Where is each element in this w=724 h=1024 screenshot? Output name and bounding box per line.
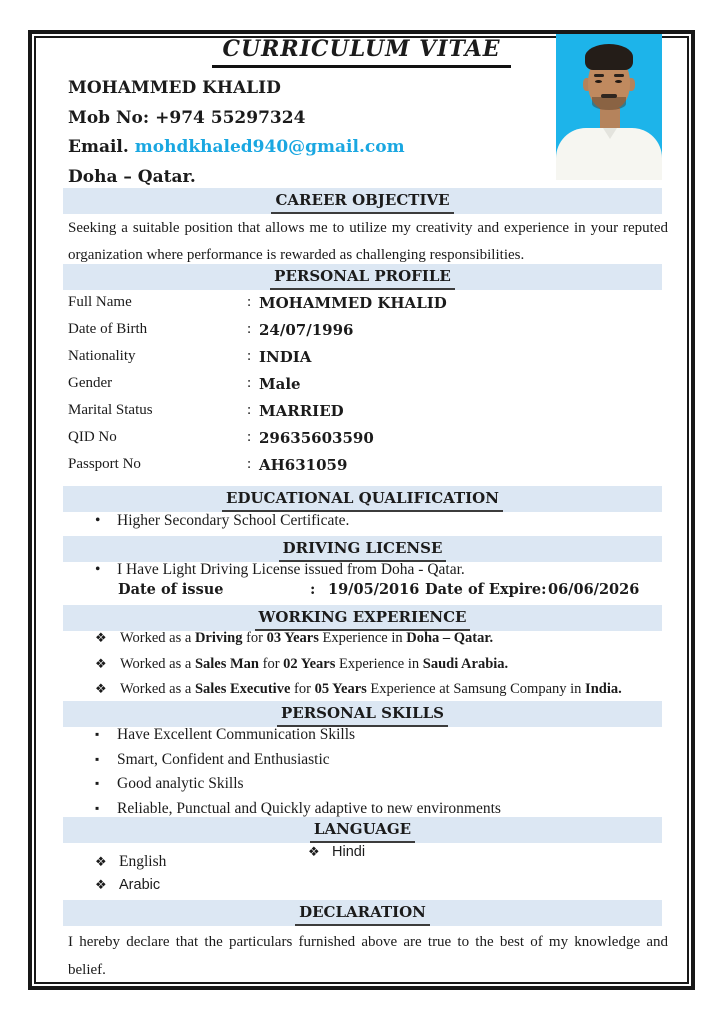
candidate-name: MOHAMMED KHALID <box>68 78 281 98</box>
language-text: Hindi <box>332 844 366 860</box>
profile-separator: : <box>247 429 252 445</box>
personal-skills-heading: PERSONAL SKILLS <box>277 701 448 727</box>
email-label: Email. <box>68 137 129 157</box>
date-of-issue-value: 19/05/2016 <box>328 581 420 598</box>
driving-license-item <box>95 561 465 579</box>
language-item-english <box>95 853 166 871</box>
experience-text: Worked as a <box>120 630 195 646</box>
photo-figure <box>594 74 604 77</box>
declaration-text: I hereby declare that the particulars furnished above are true to the best of my knowledge and belief. <box>68 934 668 978</box>
driving-license-dates-row <box>118 581 658 603</box>
skill-item <box>95 775 655 800</box>
photo-figure <box>595 80 602 83</box>
square-bullet-icon: ▪ <box>95 800 100 815</box>
experience-role: Sales Man <box>194 655 259 672</box>
experience-item <box>95 630 667 656</box>
diamond-bullet-icon: ❖ <box>308 844 320 859</box>
profile-label: Marital Status <box>68 402 153 418</box>
experience-text: for <box>290 681 315 698</box>
experience-years: 02 Years <box>283 655 336 672</box>
profile-separator: : <box>247 294 252 310</box>
experience-text: Experience in <box>318 630 407 646</box>
profile-value: INDIA <box>259 348 312 366</box>
language-text: Arabic <box>119 877 161 893</box>
profile-separator: : <box>247 456 252 472</box>
language-item-arabic <box>95 877 160 893</box>
experience-text: Worked as a <box>120 681 195 698</box>
experience-text: Worked as a <box>120 655 195 672</box>
page-title: CURRICULUM VITAE <box>212 36 510 68</box>
date-of-expire-value: 06/06/2026 <box>548 581 640 598</box>
skill-text: Good analytic Skills <box>117 775 244 793</box>
section-header-declaration <box>63 900 662 926</box>
dot-bullet-icon: • <box>95 561 101 578</box>
personal-profile-table <box>68 294 628 483</box>
experience-years: 03 Years <box>266 630 319 646</box>
career-objective-heading: CAREER OBJECTIVE <box>271 188 453 214</box>
personal-skills-list <box>95 726 655 824</box>
profile-row-nationality <box>68 348 628 375</box>
square-bullet-icon: ▪ <box>95 727 100 741</box>
date-of-issue-label: Date of issue <box>118 581 224 598</box>
experience-item <box>95 656 667 682</box>
diamond-bullet-icon: ❖ <box>95 681 107 697</box>
photo-collar <box>603 128 617 139</box>
profile-value: MARRIED <box>259 402 344 420</box>
profile-separator: : <box>247 375 252 391</box>
date-of-expire-label: Date of Expire: <box>425 581 547 598</box>
education-item <box>95 512 349 530</box>
experience-role: Sales Executive <box>194 681 291 698</box>
section-header-personal-profile <box>63 264 662 290</box>
mobile-label: Mob No: <box>68 107 150 128</box>
profile-value: 24/07/1996 <box>259 321 354 339</box>
profile-label: Gender <box>68 375 113 391</box>
profile-value: Male <box>259 375 301 393</box>
section-header-education <box>63 486 662 512</box>
profile-row-full-name <box>68 294 628 321</box>
square-bullet-icon: ▪ <box>95 776 100 791</box>
mobile-line <box>68 104 405 134</box>
photo-figure <box>615 80 622 83</box>
experience-text: for <box>242 630 267 646</box>
declaration-heading: DECLARATION <box>295 900 430 926</box>
experience-text: Experience in <box>335 655 423 672</box>
experience-text: for <box>258 655 284 672</box>
skill-item <box>95 726 655 751</box>
profile-row-qid-no <box>68 429 628 456</box>
profile-row-date-of-birth <box>68 321 628 348</box>
dot-bullet-icon: • <box>95 512 101 529</box>
education-item-text: Higher Secondary School Certificate. <box>117 512 350 529</box>
section-header-career-objective <box>63 188 662 214</box>
profile-separator: : <box>247 321 252 337</box>
career-objective-text: Seeking a suitable position that allows me to utilize my creativity and experience in your reputed organization where performance is rewarded as challenging responsibilities. <box>68 220 668 263</box>
profile-separator: : <box>247 348 252 364</box>
email-line <box>68 133 405 163</box>
date-colon: : <box>310 581 316 598</box>
experience-text: Experience at Samsung Company in <box>366 681 586 698</box>
profile-label: Date of Birth <box>68 321 148 337</box>
profile-label: Full Name <box>68 294 132 310</box>
skill-text: Smart, Confident and Enthusiastic <box>117 750 330 768</box>
profile-photo <box>556 34 662 180</box>
experience-years: 05 Years <box>314 681 367 698</box>
email-link[interactable]: mohdkhaled940@gmail.com <box>134 137 405 157</box>
language-item-hindi <box>308 844 365 860</box>
square-bullet-icon: ▪ <box>95 751 100 766</box>
education-heading: EDUCATIONAL QUALIFICATION <box>222 486 503 512</box>
profile-label: QID No <box>68 429 117 445</box>
photo-figure <box>614 74 624 77</box>
contact-block <box>68 74 405 192</box>
photo-hair <box>585 44 633 70</box>
working-experience-heading: WORKING EXPERIENCE <box>255 605 471 631</box>
skill-item <box>95 751 655 776</box>
location-line: Doha – Qatar. <box>68 166 196 187</box>
diamond-bullet-icon: ❖ <box>95 655 107 671</box>
profile-label: Passport No <box>68 456 141 472</box>
driving-license-item-text: I Have Light Driving License issued from Doha - Qatar. <box>117 561 465 578</box>
diamond-bullet-icon: ❖ <box>95 630 107 645</box>
section-header-language <box>63 817 662 843</box>
section-header-personal-skills <box>63 701 662 727</box>
section-header-working-experience <box>63 605 662 631</box>
diamond-bullet-icon: ❖ <box>95 854 107 869</box>
language-list <box>95 844 615 904</box>
profile-value: MOHAMMED KHALID <box>259 294 447 312</box>
skill-text: Reliable, Punctual and Quickly adaptive to new environments <box>117 799 501 817</box>
mobile-number: +974 55297324 <box>155 107 306 128</box>
diamond-bullet-icon: ❖ <box>95 877 107 892</box>
experience-role: Driving <box>194 630 243 646</box>
section-header-driving-license <box>63 536 662 562</box>
experience-place: Saudi Arabia. <box>422 655 509 672</box>
skill-text: Have Excellent Communication Skills <box>117 726 356 743</box>
working-experience-list <box>95 630 667 707</box>
profile-label: Nationality <box>68 348 136 364</box>
experience-place: India. <box>585 681 622 698</box>
driving-license-heading: DRIVING LICENSE <box>279 536 447 562</box>
profile-value: 29635603590 <box>259 429 374 447</box>
photo-figure <box>601 94 617 98</box>
experience-place: Doha – Qatar. <box>406 630 494 646</box>
language-text: English <box>119 853 167 870</box>
profile-row-marital-status <box>68 402 628 429</box>
personal-profile-heading: PERSONAL PROFILE <box>270 264 455 290</box>
profile-row-passport-no <box>68 456 628 483</box>
profile-row-gender <box>68 375 628 402</box>
profile-value: AH631059 <box>259 456 348 474</box>
photo-figure <box>592 97 626 110</box>
language-heading: LANGUAGE <box>310 817 415 843</box>
profile-separator: : <box>247 402 252 418</box>
